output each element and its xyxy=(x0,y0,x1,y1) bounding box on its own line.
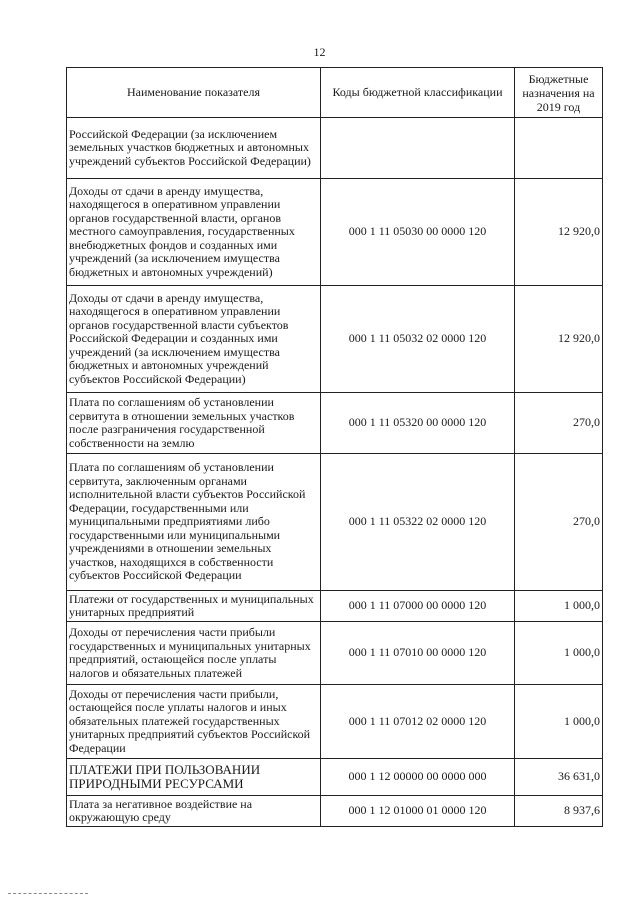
row-amount: 270,0 xyxy=(515,393,603,454)
row-name: Плата по соглашениям об установлении сервитута в отношении земельных участков после разграничения государственной собственности на землю xyxy=(67,393,321,454)
row-code: 000 1 11 07012 02 0000 120 xyxy=(321,685,515,759)
row-amount: 12 920,0 xyxy=(515,179,603,286)
row-name: Плата по соглашениям об установлении сервитута, заключенным органами исполнительной власти субъектов Российской Федерации, государственными или муниципальными предприятиями либо государственными или муниципальными учреждениями в отношении земельных участков, находящихся в собственности субъектов Российской Федерации xyxy=(67,454,321,591)
budget-table xyxy=(66,67,603,827)
row-code: 000 1 11 05030 00 0000 120 xyxy=(321,179,515,286)
header-code: Коды бюджетной классификации xyxy=(321,68,515,118)
row-code: 000 1 11 07000 00 0000 120 xyxy=(321,591,515,622)
row-code: 000 1 11 05032 02 0000 120 xyxy=(321,286,515,393)
page-number: 12 xyxy=(313,45,326,59)
row-amount: 12 920,0 xyxy=(515,286,603,393)
header-amount: Бюджетные назначения на 2019 год xyxy=(515,68,603,118)
table-row xyxy=(67,759,603,796)
row-name: Доходы от сдачи в аренду имущества, находящегося в оперативном управлении органов государственной власти, органов местного самоуправления, государственных внебюджетных фондов и созданных ими учреждений (за исключением имущества бюджетных и автономных учреждений) xyxy=(67,179,321,286)
row-amount: 1 000,0 xyxy=(515,685,603,759)
row-code: 000 1 11 07010 00 0000 120 xyxy=(321,622,515,685)
row-code xyxy=(321,118,515,179)
table-row xyxy=(67,591,603,622)
row-amount: 8 937,6 xyxy=(515,796,603,827)
row-amount: 1 000,0 xyxy=(515,591,603,622)
header-name: Наименование показателя xyxy=(67,68,321,118)
table-row xyxy=(67,454,603,591)
row-amount: 36 631,0 xyxy=(515,759,603,796)
table-row xyxy=(67,685,603,759)
row-name: Доходы от перечисления части прибыли, остающейся после уплаты налогов и иных обязательных платежей государственных унитарных предприятий субъектов Российской Федерации xyxy=(67,685,321,759)
row-code: 000 1 12 00000 00 0000 000 xyxy=(321,759,515,796)
table-row xyxy=(67,286,603,393)
table-row xyxy=(67,118,603,179)
row-name: Платежи от государственных и муниципальных унитарных предприятий xyxy=(67,591,321,622)
row-name: ПЛАТЕЖИ ПРИ ПОЛЬЗОВАНИИ ПРИРОДНЫМИ РЕСУРСАМИ xyxy=(67,759,321,796)
row-code: 000 1 12 01000 01 0000 120 xyxy=(321,796,515,827)
row-name: Российской Федерации (за исключением земельных участков бюджетных и автономных учреждений субъектов Российской Федерации) xyxy=(67,118,321,179)
table-header-row xyxy=(67,68,603,118)
row-amount: 270,0 xyxy=(515,454,603,591)
row-name: Доходы от перечисления части прибыли государственных и муниципальных унитарных предприятий, остающейся после уплаты налогов и обязательных платежей xyxy=(67,622,321,685)
table-row xyxy=(67,179,603,286)
row-name: Плата за негативное воздействие на окружающую среду xyxy=(67,796,321,827)
table-row xyxy=(67,796,603,827)
row-amount xyxy=(515,118,603,179)
footer-divider xyxy=(8,893,88,894)
table-row xyxy=(67,622,603,685)
row-name: Доходы от сдачи в аренду имущества, находящегося в оперативном управлении органов государственной власти субъектов Российской Федерации и созданных ими учреждений (за исключением имущества бюджетных и автономных учреждений субъектов Российской Федерации) xyxy=(67,286,321,393)
row-amount: 1 000,0 xyxy=(515,622,603,685)
table-row xyxy=(67,393,603,454)
row-code: 000 1 11 05320 00 0000 120 xyxy=(321,393,515,454)
row-code: 000 1 11 05322 02 0000 120 xyxy=(321,454,515,591)
